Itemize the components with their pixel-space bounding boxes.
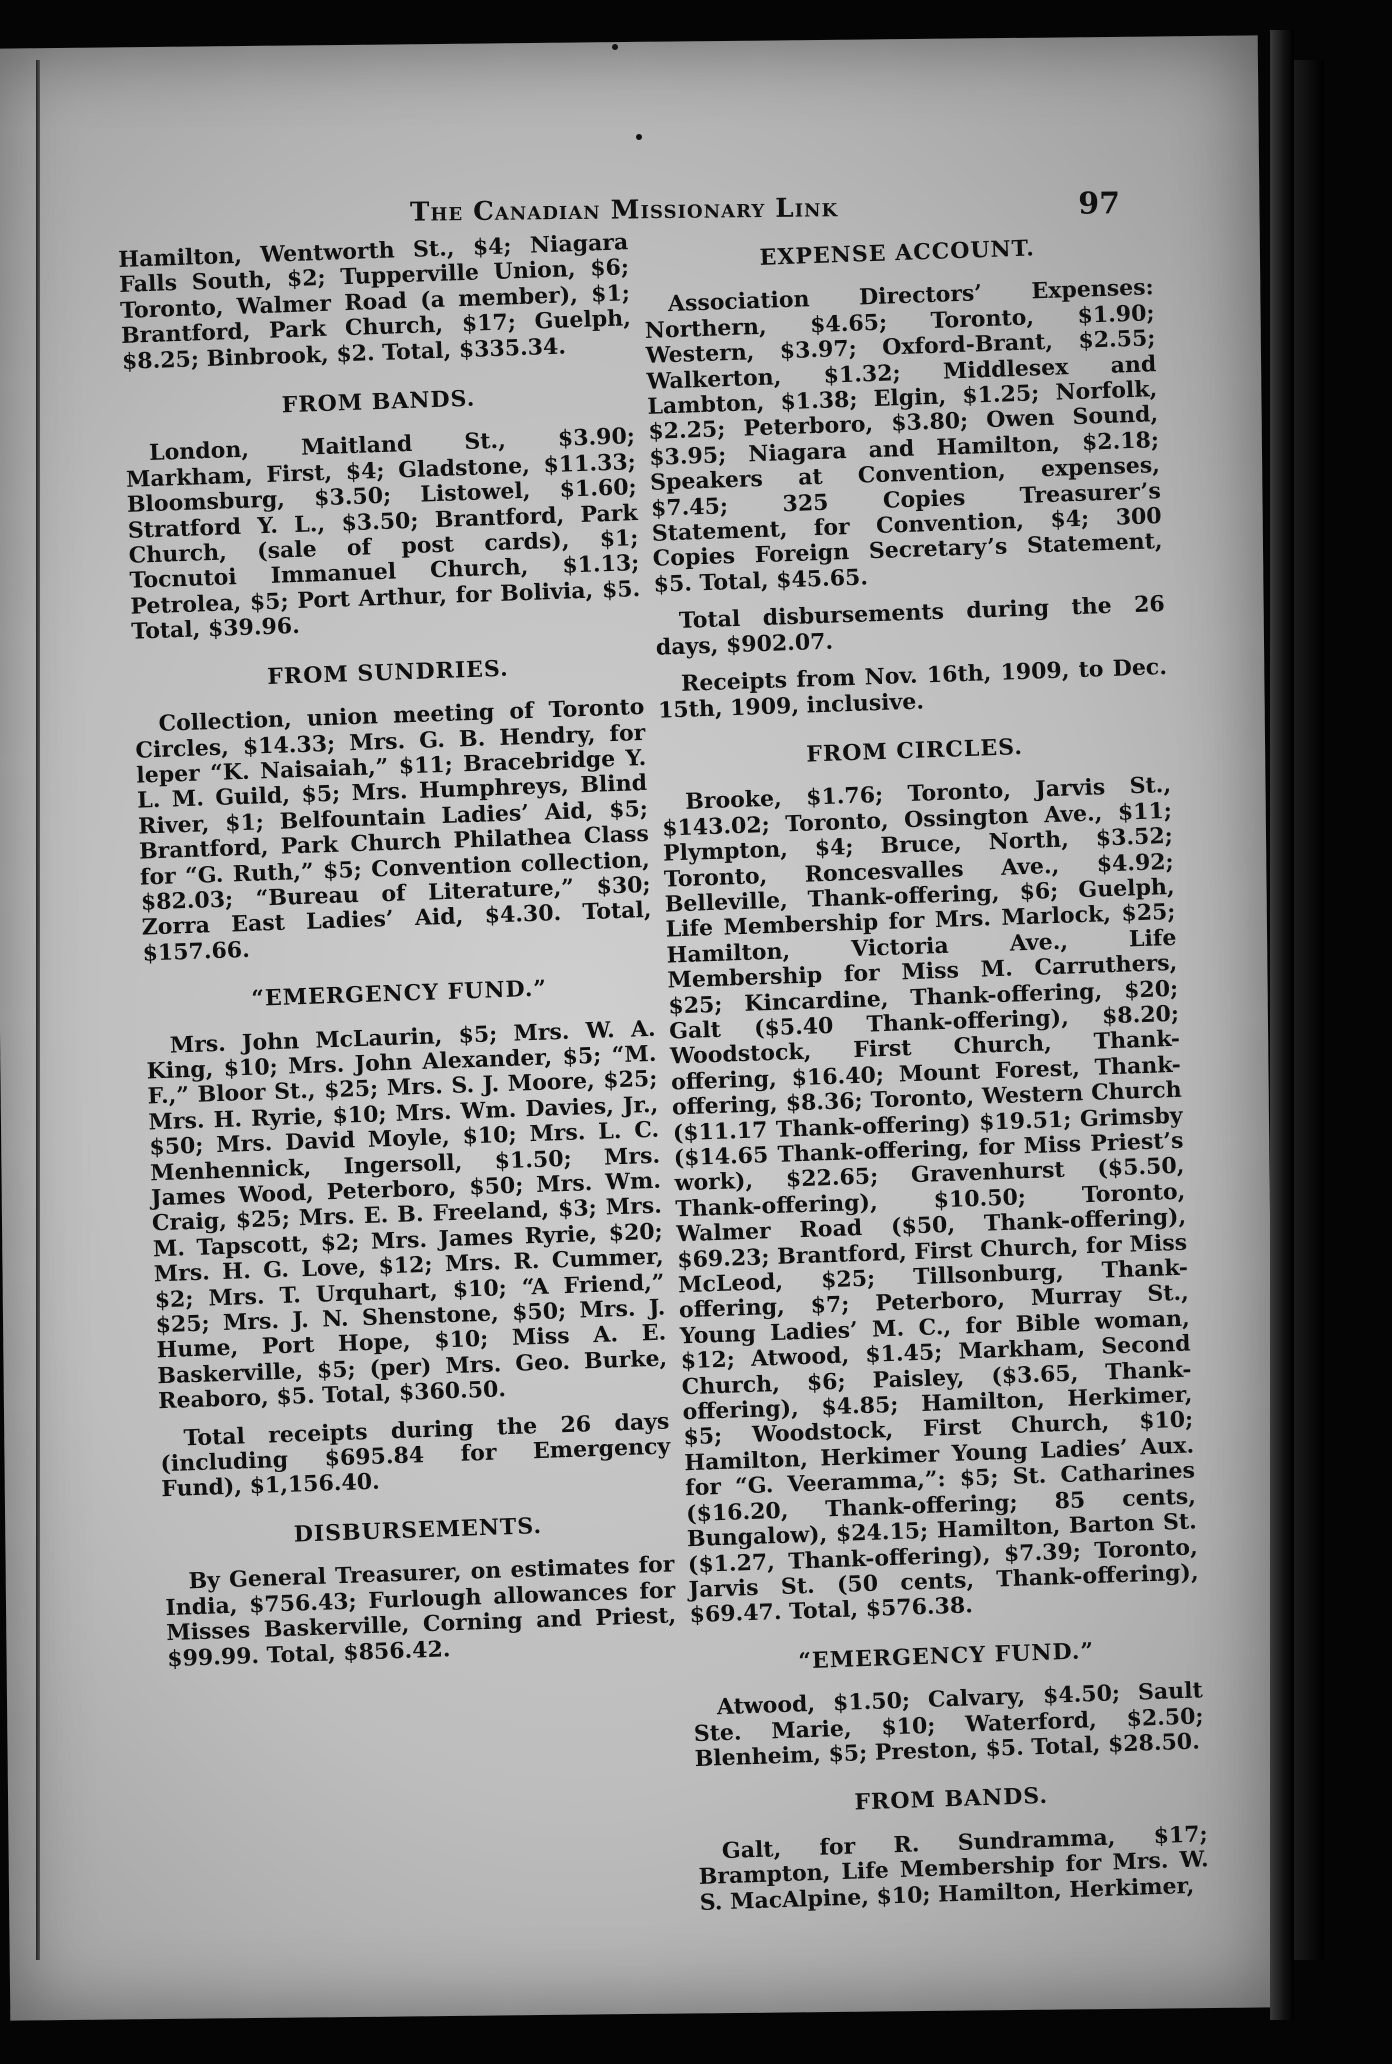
page-edge	[1294, 60, 1324, 1960]
speck-mark	[612, 44, 618, 50]
running-head-title: The Canadian Missionary Link	[409, 193, 839, 228]
section-heading: “EMERGENCY FUND.”	[250, 975, 548, 1012]
book-spine	[1270, 30, 1294, 2020]
section-heading: FROM CIRCLES.	[805, 733, 1024, 768]
paragraph: Total receipts during the 26 days (including $695.84 for Emergency Fund), $1,156.40.	[160, 1408, 671, 1503]
section-heading: DISBURSEMENTS.	[293, 1512, 543, 1548]
paragraph: Atwood, $1.50; Calvary, $4.50; Sault Ste. Marie, $10; Waterford, $2.50; Blenheim, $5; Preston, $5. Total, $28.50.	[693, 1677, 1204, 1773]
paragraph: Total disbursements during the 26 days, $902.07.	[655, 591, 1166, 661]
section-heading: EXPENSE ACCOUNT.	[759, 235, 1036, 271]
right-column	[642, 232, 1210, 1928]
paragraph: Mrs. John McLaurin, $5; Mrs. W. A. King, $10; Mrs. John Alexander, $5; “M. F.,” Bloor St., $25; Mrs. S. J. Moore, $25; Mrs. H. Ryrie, $10; Mrs. Wm. Davies, Jr., $50; Mrs. David Moyle, $10; Mrs. L. C. Menhennick, Ingersoll, $1.50; Mrs. James Wood, Peterboro, $50; Mrs. Wm. Craig, $25; Mrs. E. B. Freeland, $3; Mrs. M. Tapscott, $2; Mrs. James Ryrie, $20; Mrs. H. G. Love, $12; Mrs. R. Cummer, $2; Mrs. T. Urquhart, $10; “A Friend,” $25; Mrs. J. N. Shenstone, $50; Mrs. J. Hume, Port Hope, $10; Miss A. E. Baskerville, $5; (per) Mrs. Geo. Burke, Reaboro, $5. Total, $360.50.	[146, 1015, 668, 1415]
paragraph: Association Directors’ Expenses: Northern, $4.65; Toronto, $1.90; Western, $3.97; Oxford-Brant, $2.55; Walkerton, $1.32; Middlesex and Lambton, $1.38; Elgin, $1.25; Norfolk, $2.25; Peterboro, $3.80; Owen Sound, $3.95; Niagara and Hamilton, $2.18; Speakers at Convention, expenses, $7.45; 325 Copies Treasurer’s Statement, for Convention, $4; 300 Copies Foreign Secretary’s Statement, $5. Total, $45.65.	[644, 274, 1163, 598]
paragraph: By General Treasurer, on estimates for India, $756.43; Furlough allowances for Misses Baskerville, Corning and Priest, $99.99. Total, $856.42.	[165, 1551, 677, 1672]
paragraph: Hamilton, Wentworth St., $4; Niagara Falls South, $2; Tupperville Union, $6; Toronto, Walmer Road (a member), $1; Brantford, Park Church, $17; Guelph, $8.25; Binbrook, $2. Total, $335.34.	[117, 229, 632, 375]
paragraph: Receipts from Nov. 16th, 1909, to Dec. 15th, 1909, inclusive.	[657, 654, 1168, 724]
section-heading: FROM BANDS.	[281, 385, 476, 419]
paragraph: Galt, for R. Sundramma, $17; Brampton, Life Membership for Mrs. W. S. MacAlpine, $10; Hamilton, Herkimer,	[698, 1820, 1209, 1916]
left-edge-shadow	[36, 60, 40, 1960]
speck-mark	[636, 134, 642, 140]
left-column	[118, 230, 678, 1684]
page-number: 97	[1078, 186, 1121, 222]
section-heading: “EMERGENCY FUND.”	[797, 1637, 1095, 1675]
section-heading: FROM BANDS.	[854, 1783, 1049, 1816]
paragraph: Collection, union meeting of Toronto Circles, $14.33; Mrs. G. B. Hendry, for leper “K. Naisaiah,” $11; Bracebridge Y. L. M. Guild, $5; Mrs. Humphreys, Blind River, $1; Belfountain Ladies’ Aid, $5; Brantford, Park Church Philathea Class for “G. Ruth,” $5; Convention collection, $82.03; “Bureau of Literature,” $30; Zorra East Ladies’ Aid, $4.30. Total, $157.66.	[135, 694, 652, 967]
paragraph: Brooke, $1.76; Toronto, Jarvis St., $143.02; Toronto, Ossington Ave., $11; Plympton, $4; Bruce, North, $3.52; Toronto, Roncesvalles Ave., $4.92; Belleville, Thank-offering, $6; Guelph, Life Membership for Mrs. Marlock, $25; Hamilton, Victoria Ave., Life Membership for Miss M. Carruthers, $25; Kincardine, Thank-offering, $20; Galt ($5.40 Thank-offering), $8.20; Woodstock, First Church, Thank-offering, $16.40; Mount Forest, Thank-offering, $8.36; Toronto, Western Church ($11.17 Thank-offering) $19.51; Grimsby ($14.65 Thank-offering, for Miss Priest’s work), $22.65; Gravenhurst ($5.50, Thank-offering), $10.50; Toronto, Walmer Road ($50, Thank-offering), $69.23; Brantford, First Church, for Miss McLeod, $25; Tillsonburg, Thank-offering, $7; Peterboro, Murray St., Young Ladies’ M. C., for Bible woman, $12; Atwood, $1.45; Markham, Second Church, $6; Paisley, ($3.65, Thank-offering), $4.85; Hamilton, Herkimer, $5; Woodstock, First Church, $10; Hamilton, Herkimer Young Ladies’ Aux. for “G. Veeramma,”: $5; St. Catharines ($16.20, Thank-offering; 85 cents, Bungalow), $24.15; Hamilton, Barton St. ($1.27, Thank-offering), $7.39; Toronto, Jarvis St. (50 cents, Thank-offering), $69.47. Total, $576.38.	[661, 772, 1199, 1629]
paragraph: London, Maitland St., $3.90; Markham, First, $4; Gladstone, $11.33; Bloomsburg, $3.50; Listowel, $1.60; Stratford Y. L., $3.50; Brantford, Park Church, (sale of post cards), $1; Tocnutoi Immanuel Church, $1.13; Petrolea, $5; Port Arthur, for Bolivia, $5. Total, $39.96.	[125, 423, 641, 646]
section-heading: FROM SUNDRIES.	[266, 655, 510, 690]
